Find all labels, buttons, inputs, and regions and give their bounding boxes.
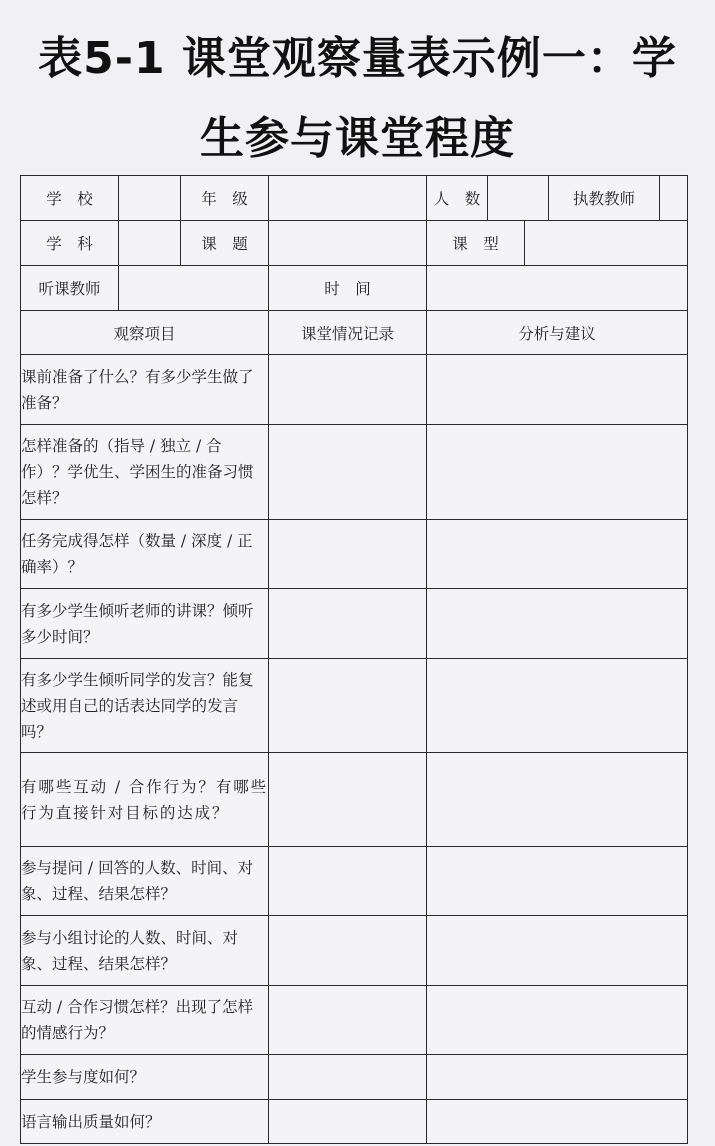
analysis-cell[interactable] [427, 425, 688, 520]
observation-item: 有哪些互动 / 合作行为？有哪些行为直接针对目标的达成？ [21, 753, 269, 847]
subject-label: 学 科 [21, 221, 119, 266]
time-value-cell[interactable] [427, 266, 688, 311]
count-value-cell[interactable] [488, 176, 548, 220]
count-label: 人 数 [427, 176, 488, 221]
record-cell[interactable] [269, 986, 427, 1055]
record-cell[interactable] [269, 847, 427, 916]
subject-value-cell[interactable] [119, 221, 181, 266]
analysis-cell[interactable] [427, 355, 688, 425]
table-row [21, 753, 688, 847]
observation-item: 学生参与度如何？ [21, 1055, 269, 1100]
record-cell[interactable] [269, 1100, 427, 1144]
table-row [21, 986, 688, 1055]
lesson-type-label: 课 型 [427, 221, 525, 265]
observation-item: 有多少学生倾听老师的讲课？倾听多少时间？ [21, 589, 269, 659]
table-row [21, 1055, 688, 1100]
column-header-row [21, 311, 688, 355]
observer-label: 听课教师 [21, 266, 119, 311]
observation-table [20, 175, 688, 1144]
record-cell[interactable] [269, 659, 427, 753]
table-row [21, 659, 688, 753]
table-row [21, 916, 688, 986]
col-header-record: 课堂情况记录 [269, 311, 427, 355]
grade-value-cell[interactable] [269, 176, 427, 221]
analysis-cell[interactable] [427, 847, 688, 916]
observation-item: 语言输出质量如何？ [21, 1100, 269, 1144]
col-header-analysis: 分析与建议 [427, 311, 688, 355]
col-header-item: 观察项目 [21, 311, 269, 355]
header-row-3 [21, 266, 688, 311]
record-cell[interactable] [269, 355, 427, 425]
lesson-type-group-cell [427, 221, 688, 266]
page-title-line1: 表5-1 课堂观察量表示例一：学 [38, 33, 677, 84]
record-cell[interactable] [269, 520, 427, 589]
analysis-cell[interactable] [427, 520, 688, 589]
table-row [21, 425, 688, 520]
observation-item: 参与小组讨论的人数、时间、对象、过程、结果怎样？ [21, 916, 269, 986]
analysis-cell[interactable] [427, 986, 688, 1055]
table-row [21, 1100, 688, 1144]
school-label: 学 校 [21, 176, 119, 221]
observation-item: 有多少学生倾听同学的发言？能复述或用自己的话表达同学的发言吗？ [21, 659, 269, 753]
school-value-cell[interactable] [119, 176, 181, 221]
analysis-cell[interactable] [427, 589, 688, 659]
record-cell[interactable] [269, 916, 427, 986]
analysis-cell[interactable] [427, 1055, 688, 1100]
table-row [21, 520, 688, 589]
analysis-cell[interactable] [427, 659, 688, 753]
observer-value-cell[interactable] [119, 266, 269, 311]
table-row [21, 589, 688, 659]
analysis-cell[interactable] [427, 753, 688, 847]
observation-item: 任务完成得怎样（数量 / 深度 / 正确率）？ [21, 520, 269, 589]
analysis-cell[interactable] [427, 1100, 688, 1144]
grade-label: 年 级 [181, 176, 269, 221]
analysis-cell[interactable] [427, 916, 688, 986]
topic-value-cell[interactable] [269, 221, 427, 266]
topic-label: 课 题 [181, 221, 269, 266]
observation-item: 参与提问 / 回答的人数、时间、对象、过程、结果怎样？ [21, 847, 269, 916]
page-title-line2: 生参与课堂程度 [200, 113, 515, 164]
observation-item: 课前准备了什么？有多少学生做了准备？ [21, 355, 269, 425]
observation-item: 互动 / 合作习惯怎样？出现了怎样的情感行为？ [21, 986, 269, 1055]
observation-item: 怎样准备的（指导 / 独立 / 合作）？学优生、学困生的准备习惯怎样？ [21, 425, 269, 520]
record-cell[interactable] [269, 1055, 427, 1100]
teacher-group-cell [488, 176, 688, 221]
time-label: 时 间 [269, 266, 427, 311]
table-row [21, 355, 688, 425]
header-row-2 [21, 221, 688, 266]
record-cell[interactable] [269, 589, 427, 659]
table-row [21, 847, 688, 916]
record-cell[interactable] [269, 753, 427, 847]
record-cell[interactable] [269, 425, 427, 520]
lesson-type-value-cell[interactable] [525, 221, 687, 265]
teacher-label: 执教教师 [548, 176, 660, 220]
teacher-value-cell[interactable] [660, 176, 687, 220]
header-row-1 [21, 176, 688, 221]
